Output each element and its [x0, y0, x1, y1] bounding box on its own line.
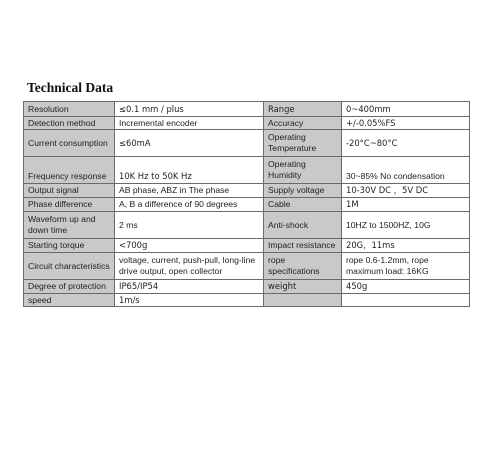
- spec-value: IP65/IP54: [115, 280, 264, 294]
- spec-label: Accuracy: [264, 117, 342, 130]
- table-row: [24, 157, 470, 184]
- spec-value: 0~400mm: [342, 102, 470, 117]
- spec-value: 10-30V DC ，5V DC: [342, 184, 470, 198]
- spec-label: weight: [264, 280, 342, 294]
- spec-value: 20G，11ms: [342, 239, 470, 253]
- table-row: [24, 102, 470, 117]
- spec-value: [342, 294, 470, 307]
- spec-value: 10HZ to 1500HZ, 10G: [342, 212, 470, 239]
- spec-value: <700g: [115, 239, 264, 253]
- spec-label: Waveform up and down time: [24, 212, 115, 239]
- spec-label: Cable: [264, 198, 342, 212]
- spec-value: 2 ms: [115, 212, 264, 239]
- spec-label: Impact resistance: [264, 239, 342, 253]
- table-row: [24, 184, 470, 198]
- spec-value: Incremental encoder: [115, 117, 264, 130]
- humidity-note: No condensation: [380, 171, 445, 181]
- spec-label: Circuit characteristics: [24, 253, 115, 280]
- spec-label: Operating Humidity: [264, 157, 342, 184]
- spec-label: rope specifications: [264, 253, 342, 280]
- section-title: Technical Data: [27, 80, 114, 95]
- spec-label: Supply voltage: [264, 184, 342, 198]
- spec-label: Anti-shock: [264, 212, 342, 239]
- table-row: [24, 253, 470, 280]
- spec-label: Current consumption: [24, 130, 115, 157]
- spec-value: voltage, current, push-pull, long-line drive output, open collector: [115, 253, 264, 280]
- spec-label: [264, 294, 342, 307]
- table-row: [24, 280, 470, 294]
- spec-value: 450g: [342, 280, 470, 294]
- table-row: [24, 212, 470, 239]
- table-row: [24, 117, 470, 130]
- spec-label: Phase difference: [24, 198, 115, 212]
- table-row: [24, 239, 470, 253]
- spec-label: Range: [264, 102, 342, 117]
- spec-value: 1M: [342, 198, 470, 212]
- technical-data-table: [23, 101, 470, 307]
- spec-value: rope 0.6-1.2mm, rope maximum load: 16KG: [342, 253, 470, 280]
- spec-value: ≤60mA: [115, 130, 264, 157]
- spec-value: [342, 157, 470, 184]
- table-row: [24, 294, 470, 307]
- spec-label: Degree of protection: [24, 280, 115, 294]
- spec-label: Detection method: [24, 117, 115, 130]
- spec-value: A, B a difference of 90 degrees: [115, 198, 264, 212]
- spec-label: Starting torque: [24, 239, 115, 253]
- spec-value: 10K Hz to 50K Hz: [115, 157, 264, 184]
- table-row: [24, 198, 470, 212]
- table-row: [24, 130, 470, 157]
- spec-value: 1m/s: [115, 294, 264, 307]
- spec-value: +/-0.05%FS: [342, 117, 470, 130]
- spec-label: Resolution: [24, 102, 115, 117]
- humidity-range: 30~85%: [346, 171, 378, 181]
- spec-value: -20°C~80°C: [342, 130, 470, 157]
- spec-value: AB phase, ABZ in The phase: [115, 184, 264, 198]
- spec-value: ≤0.1 mm / plus: [115, 102, 264, 117]
- spec-label: Operating Temperature: [264, 130, 342, 157]
- spec-label: speed: [24, 294, 115, 307]
- spec-label: Frequency response: [24, 157, 115, 184]
- spec-label: Output signal: [24, 184, 115, 198]
